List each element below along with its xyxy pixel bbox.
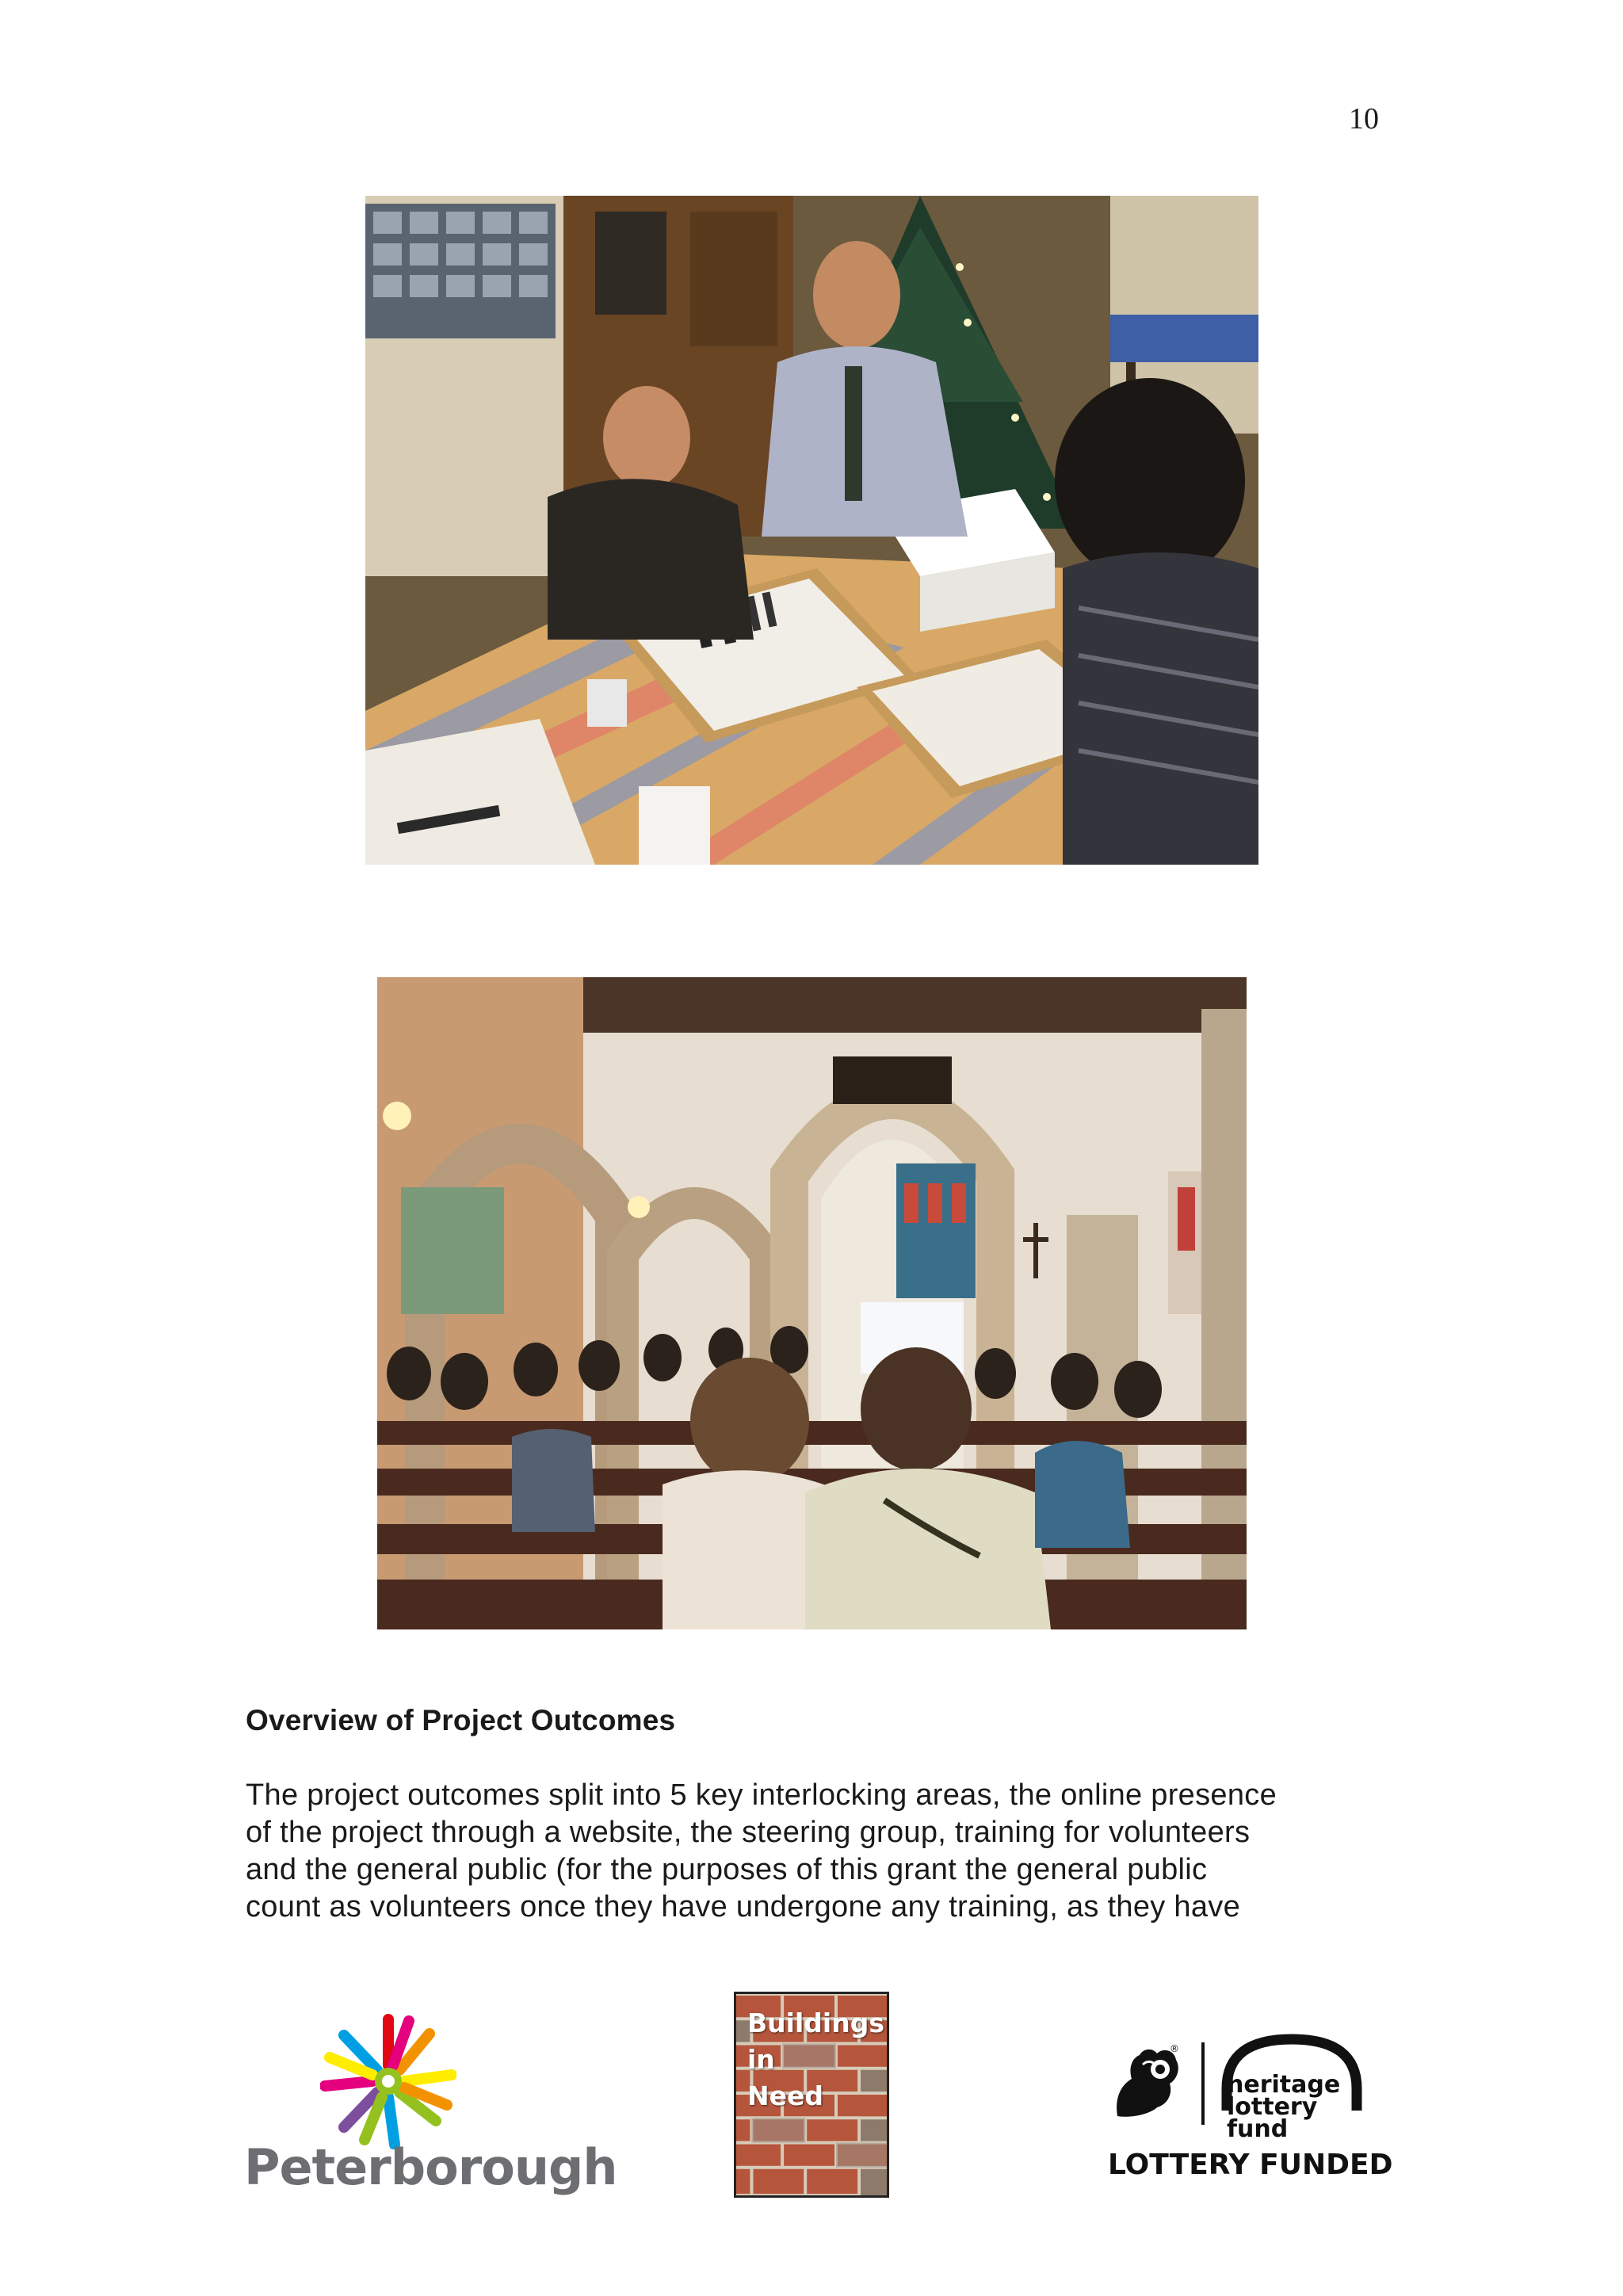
church-audience-photo: [377, 977, 1247, 1629]
body-paragraph: [246, 1777, 1395, 1926]
peterborough-burst-icon: [320, 2013, 456, 2149]
workshop-photo: [365, 196, 1258, 865]
body-line: of the project through a website, the steering group, training for volunteers: [246, 1816, 1251, 1849]
bin-line-2: in: [747, 2044, 775, 2075]
lottery-fund-word: lottery fund: [1227, 2093, 1318, 2143]
body-line: count as volunteers once they have undergone any training, as they have: [246, 1890, 1241, 1924]
buildings-in-need-title: [747, 2005, 884, 2115]
bin-line-3: Need: [747, 2080, 824, 2111]
peterborough-logo: [244, 2013, 617, 2203]
body-line: and the general public (for the purposes of this grant the general public: [246, 1853, 1208, 1886]
buildings-in-need-logo: [734, 1992, 889, 2198]
crossed-fingers-icon: [1108, 2041, 1187, 2120]
logo-divider: [1201, 2042, 1205, 2125]
peterborough-wordmark: Peterborough: [244, 2138, 617, 2196]
body-line: The project outcomes split into 5 key interlocking areas, the online presence: [246, 1778, 1277, 1812]
heritage-lottery-fund-logo: [1108, 2033, 1393, 2191]
page-number: 10: [1349, 102, 1379, 136]
bin-line-1: Buildings: [747, 2008, 884, 2038]
section-heading: Overview of Project Outcomes: [246, 1704, 676, 1736]
heritage-word: heritage: [1227, 2071, 1341, 2099]
svg-text:®: ®: [1170, 2043, 1179, 2054]
lottery-funded-label: LOTTERY FUNDED: [1108, 2149, 1393, 2181]
